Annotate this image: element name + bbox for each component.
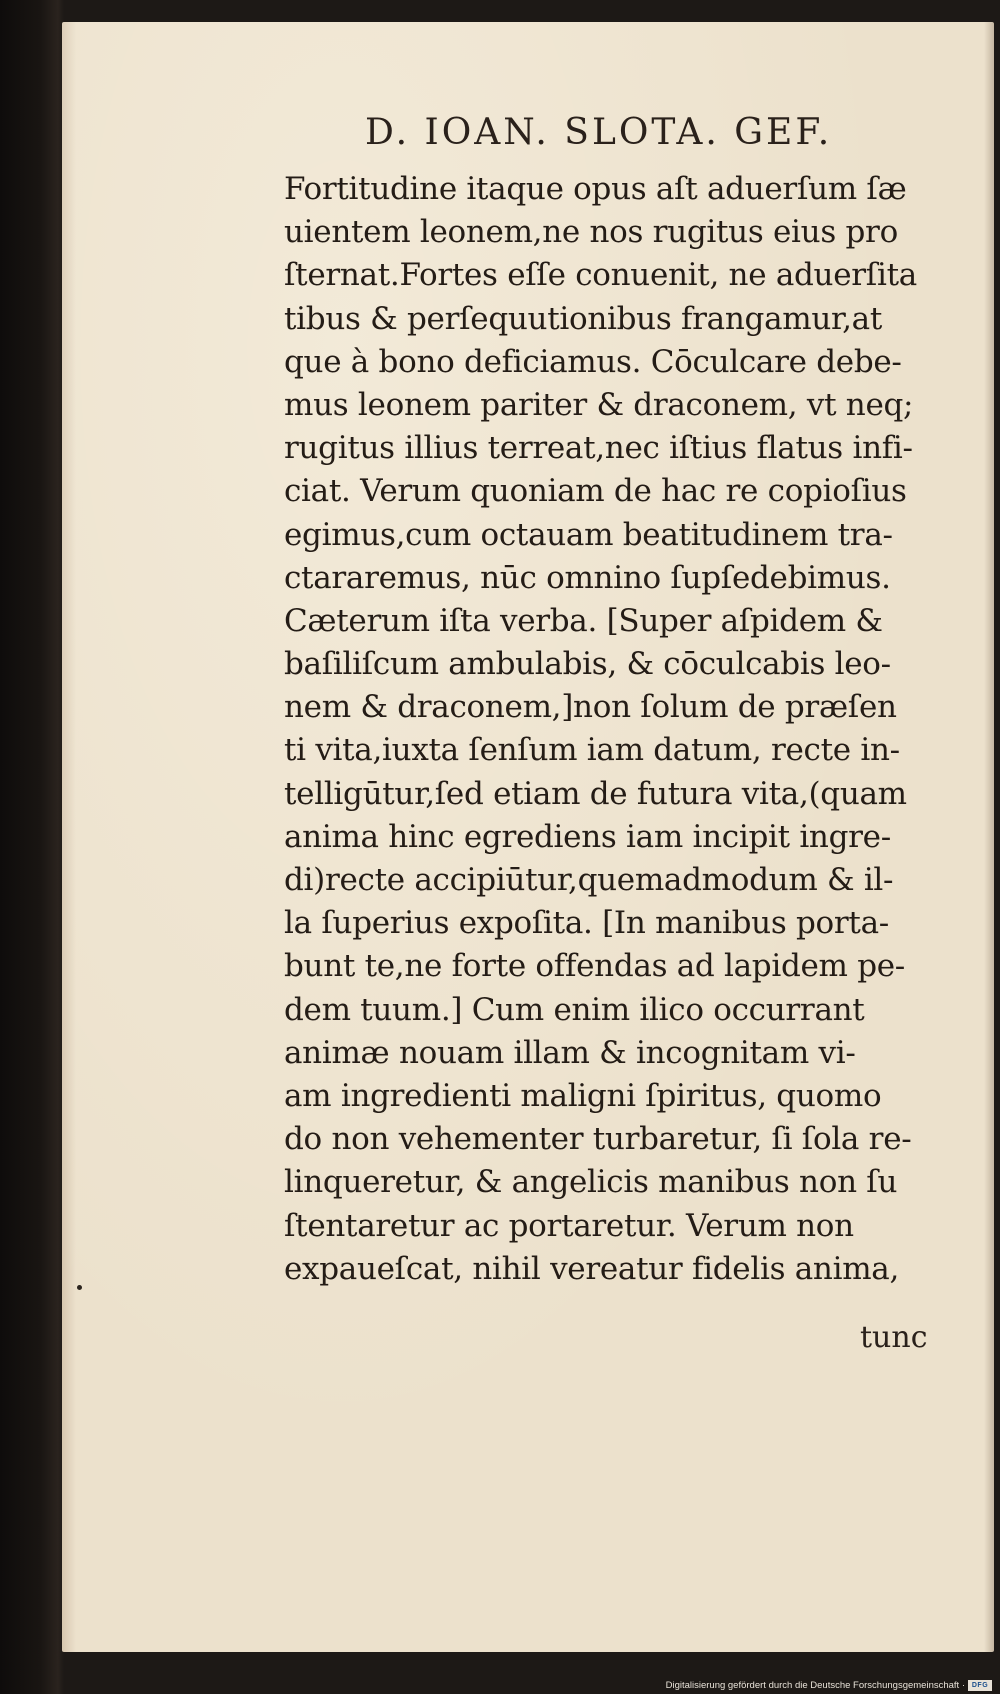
text-line: baſiliſcum ambulabis, & cōculcabis leo- [284,646,891,683]
text-line: di)recte accipiūtur,quemadmodum & il- [284,862,894,898]
text-line: la ſuperius expoſita. [In manibus porta- [284,905,889,942]
text-line: expaueſcat, nihil vereatur fidelis anima, [284,1250,900,1287]
credit-text: Digitalisierung gefördert durch die Deutsche Forschungsgemeinschaft · [665,1680,965,1691]
text-line: rugitus illius terreat,nec iſtius flatus infi- [284,430,913,467]
digitization-credit [666,1680,992,1691]
text-line: Fortitudine itaque opus aſt aduerſum ſæ [284,171,907,207]
text-line: nem & draconem,]non ſolum de præſen [284,689,897,726]
text-line: egimus,cum octauam beatitudinem tra- [284,516,893,553]
text-line: bunt te,ne forte offendas ad lapidem pe- [284,948,905,985]
text-line: ſternat.Fortes eſſe conuenit, ne aduerſita [284,257,917,294]
text-line: que à bono deficiamus. Cōculcare debe- [284,343,902,380]
ink-speck [77,1285,82,1290]
text-line: uientem leonem,ne nos rugitus eius pro [284,214,898,251]
running-head: D. IOAN. SLOTA. GEF. [365,112,833,153]
text-line: Cæterum iſta verba. [Super aſpidem & [284,602,883,639]
text-line: ctararemus, nūc omnino ſupſedebimus. [284,559,891,596]
catchword: tunc [860,1320,928,1355]
text-line: tibus & perſequutionibus frangamur,at [284,300,883,337]
text-line: ciat. Verum quoniam de hac re copioſius [284,473,907,510]
text-line: am ingredienti maligni ſpiritus, quomo [284,1077,882,1114]
dfg-logo-text: DFG [971,1682,989,1689]
text-line: ti vita,iuxta ſenſum iam datum, recte in- [284,732,900,769]
text-line: anima hinc egrediens iam incipit ingre- [284,818,891,855]
text-line: dem tuum.] Cum enim ilico occurrant [284,991,865,1028]
text-line: linqueretur, & angelicis manibus non ſu [284,1164,898,1201]
text-line: animæ nouam illam & incognitam vi- [284,1034,856,1071]
text-line: mus leonem pariter & draconem, vt neq; [284,386,914,423]
body-text [284,168,964,1291]
text-line: ſtentaretur ac portaretur. Verum non [284,1207,854,1244]
text-line: do non vehementer turbaretur, ſi ſola re- [284,1121,912,1158]
text-line: telligūtur,ſed etiam de futura vita,(quam [284,775,907,812]
dfg-logo-icon [968,1680,992,1691]
